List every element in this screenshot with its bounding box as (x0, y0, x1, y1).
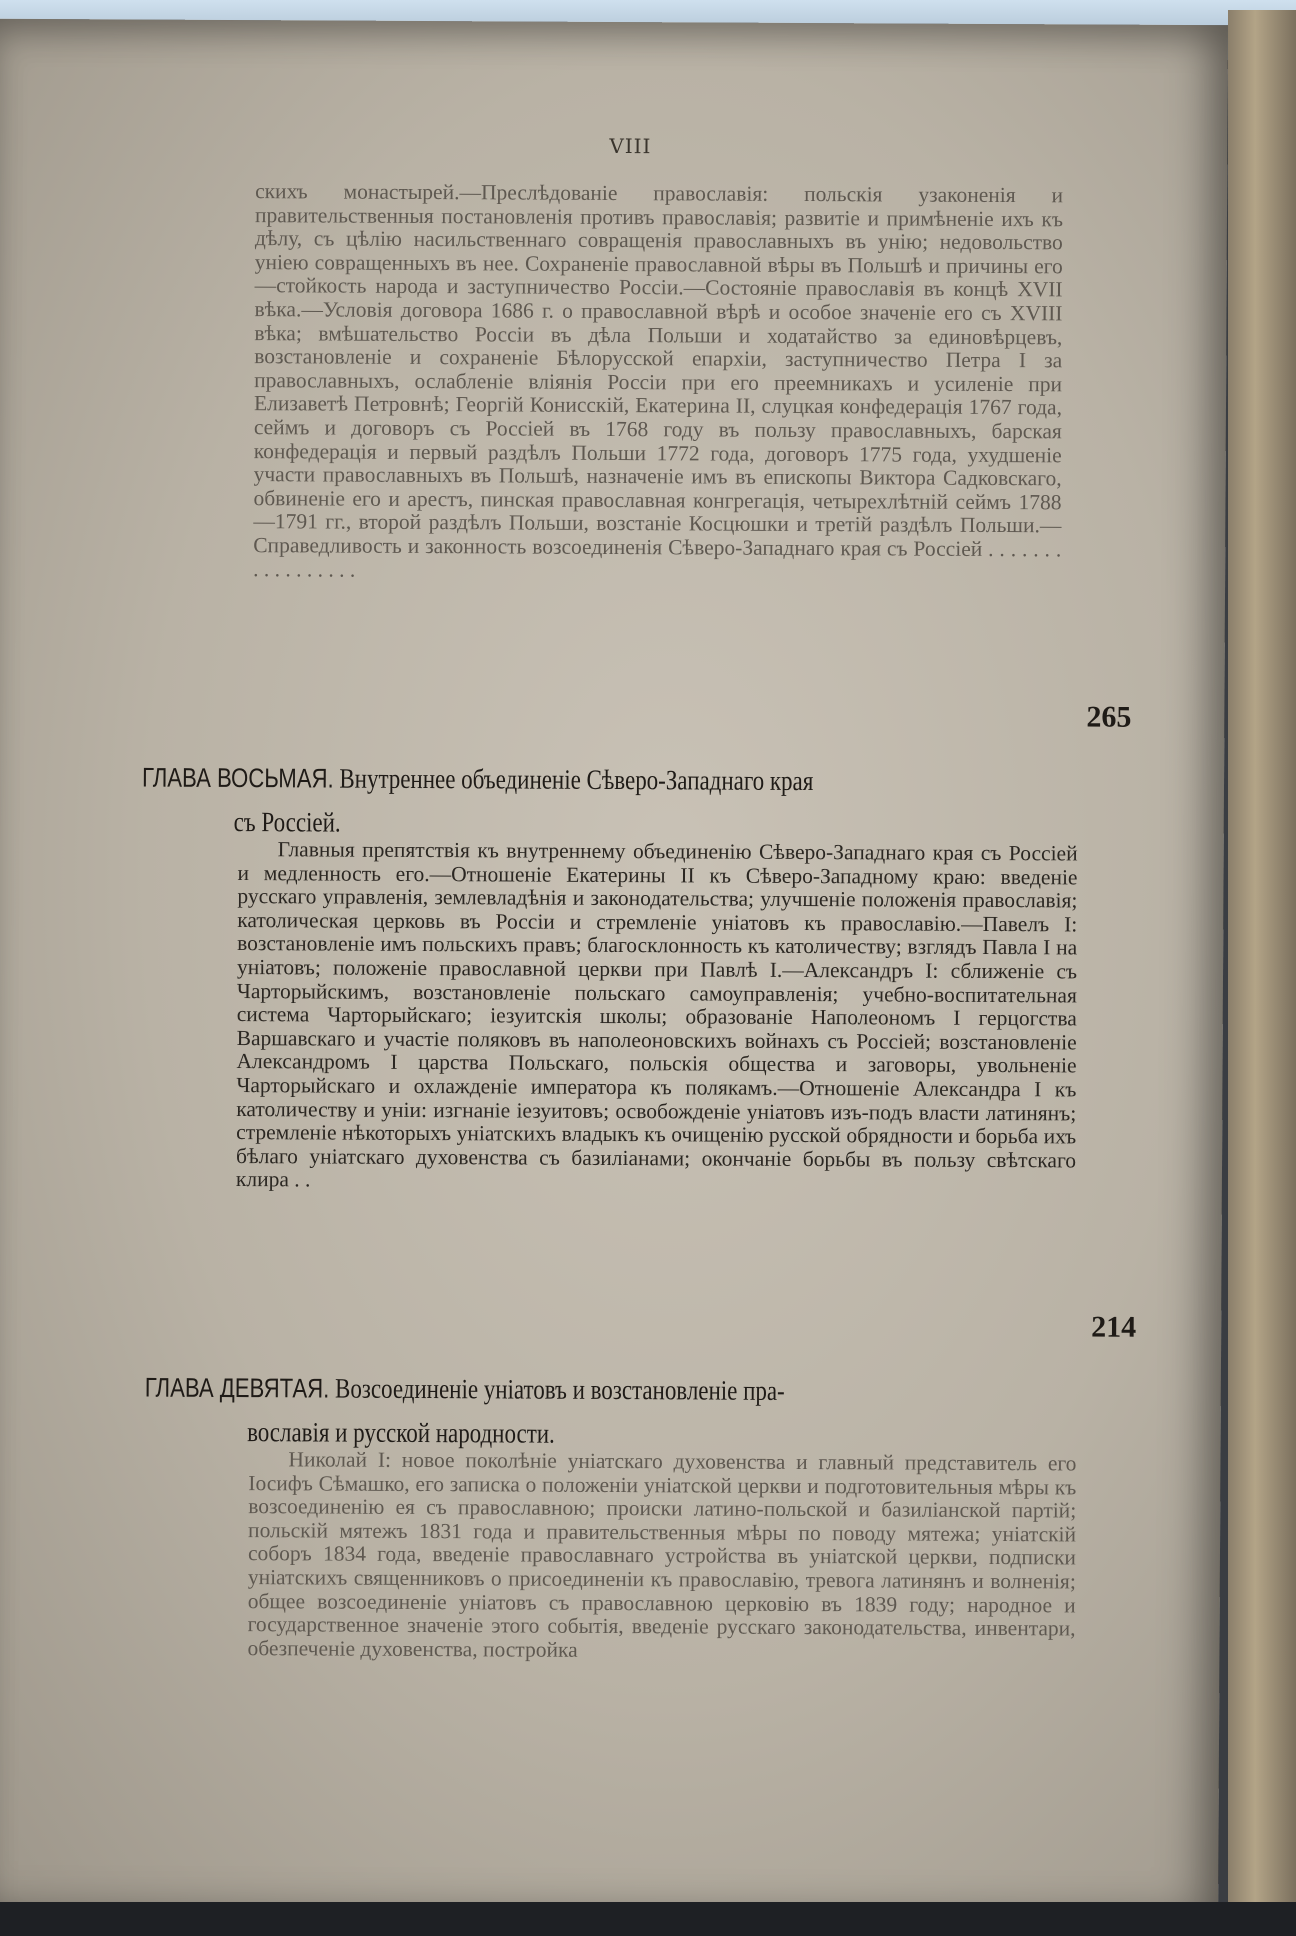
chapter-8-page-ref: 214 (1091, 1310, 1137, 1344)
chapter-8-label: ГЛАВА ВОСЬМАЯ. (141, 762, 334, 794)
chapter-8-paragraph: Главныя препятствія къ внутреннему объединенію Сѣверо-Западнаго края съ Россіей и медленность его.—Отношеніе Екатерины II къ Сѣверо-Западному краю: введеніе русскаго управленія, землевладѣнія и законодательства; улучшеніе положенія православія; католическая церковь въ Россіи и стремленіе уніатовъ къ православію.—Павелъ I: возстановленіе имъ польскихъ правъ; благосклонность къ католичеству; взглядъ Павла I на уніатовъ; положеніе православной церкви при Павлѣ I.—Александръ I: сближеніе съ Чарторыйскимъ, возстановленіе польскаго самоуправленія; учебно-воспитательная система Чарторыйскаго; іезуитскія школы; образованіе Наполеономъ I герцогства Варшавскаго и участіе поляковъ въ наполеоновскихъ войнахъ съ Россіей; возстановленіе Александромъ I царства Польскаго, польскія общества и заговоры, увольненіе Чарторыйскаго и охлажденіе императора къ полякамъ.—Отношеніе Александра I къ католичеству и уніи: изгнаніе іезуитовъ; освобожденіе уніатовъ изъ-подъ власти латинянъ; стремленіе нѣкоторыхъ уніатскихъ владыкъ къ очищенію русской обрядности и борьба ихъ бѣлаго уніатскаго духовенства съ базиліанами; окончаніе борьбы въ пользу свѣтскаго клира . . (235, 837, 1078, 1192)
chapter-9-heading (144, 1366, 784, 1458)
book-page (0, 19, 1228, 1915)
chapter-8-title-line1: Внутреннее объединеніе Сѣверо-Западнаго края (339, 763, 814, 798)
chapter-9-text (247, 1448, 1076, 1665)
section-prev-paragraph: скихъ монастырей.—Преслѣдованіе православія: польскія узаконенія и правительственныя постановленія противъ православія; развитіе и примѣненіе ихъ къ дѣлу, съ цѣлію насильственнаго совращенія православныхъ въ унію; недовольство уніею совращенныхъ въ нее. Сохраненіе православной вѣры въ Польшѣ и причины его—стойкость народа и заступничество Россіи.—Состояніе православія въ концѣ XVII вѣка.—Условія договора 1686 г. о православной вѣрѣ и особое значеніе его съ XVIII вѣка; вмѣшательство Россіи въ дѣла Польши и ходатайство за единовѣрцевъ, возстановленіе и сохраненіе Бѣлорусской епархіи, заступничество Петра I за православныхъ, ослабленіе вліянія Россіи при его преемникахъ и усиленіе при Елизаветѣ Петровнѣ; Георгій Конисскій, Екатерина II, слуцкая конфедерація 1767 года, сеймъ и договоръ съ Россіей въ 1768 году въ пользу православныхъ, барская конфедерація и первый раздѣлъ Польши 1772 года, договоръ 1775 года, ухудшеніе участи православныхъ въ Польшѣ, назначеніе имъ въ епископы Виктора Садковскаго, обвиненіе его и арестъ, пинская православная конгрегація, четырехлѣтній сеймъ 1788—1791 гг., второй раздѣлъ Польши, возстаніе Косцюшки и третій раздѣлъ Польши.—Справедливость и законность возсоединенія Сѣверо-Западнаго края съ Россіей . . . . . . . . . . . . . . . . . (253, 179, 1064, 582)
chapter-8-title-line2: съ Россіей. (233, 807, 341, 839)
chapter-9-label: ГЛАВА ДЕВЯТАЯ. (144, 1372, 330, 1404)
chapter-8-text (236, 838, 1078, 1196)
page-number: VIII (609, 133, 652, 159)
chapter-9-title-line1: Возсоединеніе уніатовъ и возстановленіе пра- (334, 1373, 785, 1407)
bottom-shadow (0, 1902, 1296, 1936)
chapter-8-heading (142, 756, 814, 849)
chapter-9-title-line2: вославія и русской народности. (247, 1417, 555, 1450)
section-prev-text (253, 180, 1063, 585)
chapter-9-paragraph: Николай I: новое поколѣніе уніатскаго духовенства и главный представитель его Іосифъ Сѣмашко, его записка о положеніи уніатской церкви и подготовительныя мѣры къ возсоединенію ея съ православною; происки латино-польской и базиліанской партій; польскій мятежъ 1831 года и правительственныя мѣры по поводу мятежа; уніатскій соборъ 1834 года, введеніе православнаго устройства въ уніатской церкви, подписки уніатскихъ священниковъ о присоединеніи къ православію, тревога латинянъ и волненія; общее возсоединеніе уніатовъ съ православною церковію въ 1839 году; народное и государственное значеніе этого событія, введеніе русскаго законодательства, инвентари, обезпеченіе духовенства, постройка (247, 1447, 1077, 1662)
section-prev-page-ref: 265 (1086, 700, 1132, 734)
book-page-edges (1228, 10, 1296, 1936)
